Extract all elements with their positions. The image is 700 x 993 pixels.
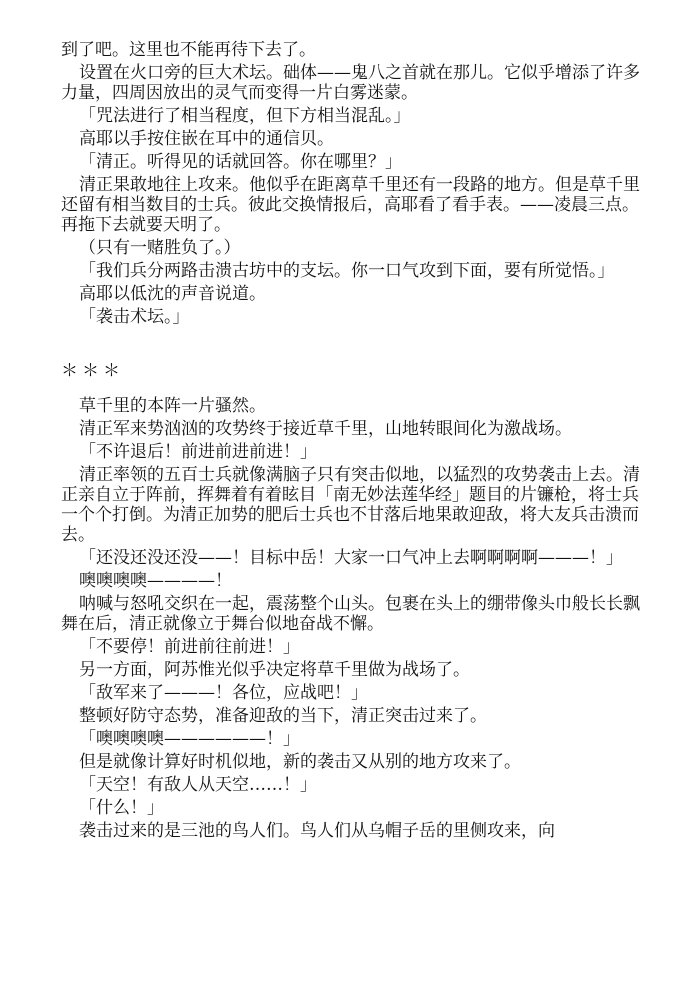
- paragraph: 另一方面，阿苏惟光似乎决定将草千里做为战场了。: [79, 660, 470, 680]
- paragraph: 高耶以低沈的声音说道。: [79, 284, 266, 304]
- paragraph: 高耶以手按住嵌在耳中的通信贝。: [79, 129, 334, 149]
- paragraph: 「不要停！前进前往前进！」: [79, 637, 300, 657]
- paragraph: 「天空！有敌人从天空……！」: [79, 775, 317, 795]
- paragraph: 「袭击术坛。」: [79, 307, 190, 327]
- paragraph: 「不许退后！前进前进前进！」: [79, 442, 317, 462]
- paragraph: 「我们兵分两路击溃古坊中的支坛。你一口气攻到下面，要有所觉悟。」: [79, 261, 615, 281]
- document-page: [61, 40, 651, 844]
- paragraph: 呐喊与怒吼交织在一起，震荡整个山头。包裹在头上的绷带像头巾般长长飘舞在后，清正就像立于舞台似地奋战不懈。: [61, 594, 640, 634]
- paragraph: 「清正。听得见的话就回答。你在哪里？」: [79, 152, 402, 172]
- paragraph: 袭击过来的是三池的鸟人们。鸟人们从乌帽子岳的里侧攻来，向: [79, 821, 555, 841]
- paragraph: 设置在火口旁的巨大术坛。础体——鬼八之首就在那儿。它似乎增添了许多力量，四周因放出的灵气而变得一片白雾迷蒙。: [61, 63, 640, 103]
- paragraph: 「什么！」: [79, 798, 164, 818]
- section-separator: ＊＊＊: [61, 361, 124, 381]
- paragraph: 「噢噢噢噢——————！」: [79, 729, 300, 749]
- paragraph: 清正率领的五百士兵就像满脑子只有突击似地，以猛烈的攻势袭击上去。清正亲自立于阵前，挥舞着有着眩目「南无妙法莲华经」题目的片镰枪，将士兵一个个打倒。为清正加势的肥后士兵也不甘落后地果敢迎敌，将大友兵击溃而去。: [61, 465, 640, 545]
- paragraph: 清正军来势汹汹的攻势终于接近草千里，山地转眼间化为激战场。: [79, 419, 572, 439]
- paragraph: 草千里的本阵一片骚然。: [79, 396, 266, 416]
- paragraph: 但是就像计算好时机似地，新的袭击又从别的地方攻来了。: [79, 752, 521, 772]
- paragraph: （只有一赌胜负了。）: [79, 238, 241, 258]
- paragraph: 整顿好防守态势，准备迎敌的当下，清正突击过来了。: [79, 706, 487, 726]
- paragraph: 清正果敢地往上攻来。他似乎在距离草千里还有一段路的地方。但是草千里还留有相当数目的士兵。彼此交换情报后，高耶看了看手表。——凌晨三点。再拖下去就要天明了。: [61, 175, 640, 235]
- paragraph: 到了吧。这里也不能再待下去了。: [61, 40, 316, 60]
- paragraph: 噢噢噢噢————！: [79, 571, 232, 591]
- paragraph: 「咒法进行了相当程度，但下方相当混乱。」: [79, 106, 411, 126]
- blank-line: [61, 330, 651, 353]
- paragraph: 「还没还没还没——！目标中岳！大家一口气冲上去啊啊啊啊———！」: [79, 548, 623, 568]
- paragraph: 「敌军来了———！各位，应战吧！」: [79, 683, 368, 703]
